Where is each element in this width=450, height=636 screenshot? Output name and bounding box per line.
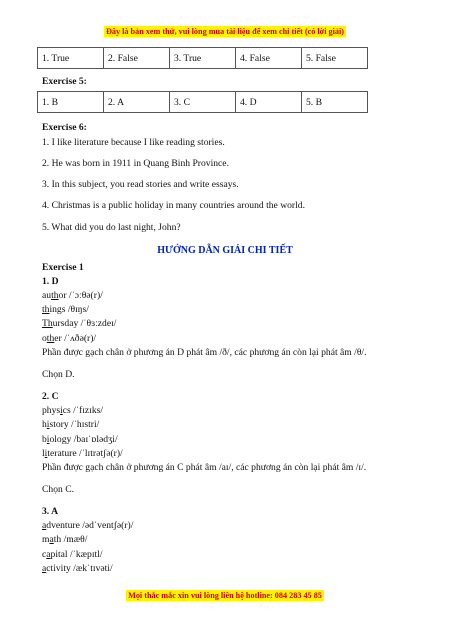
table-cell: 4. False [236,48,302,69]
word-item: adventure /ədˈventʃə(r)/ [42,520,134,531]
table-cell: 2. False [104,48,170,69]
word-item: history /ˈhɪstri/ [42,419,100,430]
table-cell: 1. B [38,92,104,113]
explanation: Phần được gạch chân ở phương án C phát âm /aɪ/, các phương án còn lại phát âm /ɪ/. [42,462,367,473]
answer-table-exercise-4 [37,47,368,69]
table-cell: 5. False [302,48,368,69]
word-item: author /ˈɔːθə(r)/ [42,290,103,301]
hotline-banner-text: Mọi thắc mắc xin vui lòng liên hệ hotline: 084 283 45 85 [128,591,322,600]
table-cell: 1. True [38,48,104,69]
word-item: literature /ˈlɪtrətʃə(r)/ [42,448,123,459]
word-item: capital /ˈkæpɪtl/ [42,549,103,560]
exercise6-line: 4. Christmas is a public holiday in many countries around the world. [42,200,305,211]
preview-banner [0,26,450,37]
exercise1-title: Exercise 1 [42,262,84,273]
table-row [38,92,368,113]
word-item: activity /ækˈtɪvəti/ [42,563,113,574]
table-cell: 3. C [170,92,236,113]
exercise6-line: 2. He was born in 1911 in Quang Binh Province. [42,158,229,169]
preview-banner-text: Đây là bản xem thử, vui lòng mua tài liệu để xem chi tiết (có lời giải) [105,27,344,36]
choice-line: Chọn D. [42,369,75,380]
word-item: Thursday /ˈθɜːzdeɪ/ [42,318,117,329]
detailed-guide-heading: HƯỚNG DẪN GIẢI CHI TIẾT [157,245,293,256]
table-cell: 5. B [302,92,368,113]
table-cell: 2. A [104,92,170,113]
table-cell: 4. D [236,92,302,113]
word-item: math /mæθ/ [42,534,88,545]
question-2-answer: 2. C [42,391,59,402]
hotline-banner [0,590,450,601]
word-item: things /θɪŋs/ [42,304,89,315]
choice-line: Chọn C. [42,484,74,495]
table-cell: 3. True [170,48,236,69]
exercise6-line: 1. I like literature because I like reading stories. [42,137,225,148]
exercise6-line: 3. In this subject, you read stories and write essays. [42,179,239,190]
word-item: biology /baɪˈɒlədʒi/ [42,434,118,445]
exercise6-line: 5. What did you do last night, John? [42,222,181,233]
explanation: Phần được gạch chân ở phương án D phát âm /ð/, các phương án còn lại phát âm /θ/. [42,347,367,358]
word-item: physics /ˈfɪzɪks/ [42,405,104,416]
question-1-answer: 1. D [42,276,59,287]
exercise5-title: Exercise 5: [42,76,87,87]
question-3-answer: 3. A [42,506,58,517]
table-row [38,48,368,69]
answer-table-exercise-5 [37,91,368,113]
exercise6-title: Exercise 6: [42,122,87,133]
word-item: other /ˈʌðə(r)/ [42,333,97,344]
